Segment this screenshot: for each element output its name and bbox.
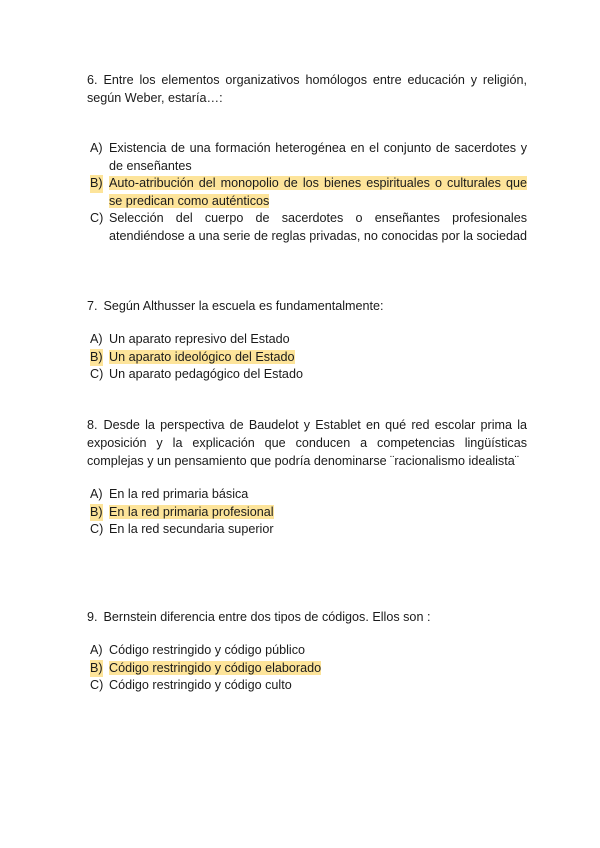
option-text: En la red secundaria superior [109, 522, 274, 536]
options-list [87, 331, 527, 384]
question-9 [87, 608, 527, 695]
options-list [87, 140, 527, 245]
option-letter: A) [90, 487, 103, 501]
option-letter: A) [90, 643, 103, 657]
option-b[interactable] [87, 349, 527, 367]
question-8 [87, 416, 527, 539]
option-letter: A) [90, 332, 103, 346]
option-b[interactable] [87, 175, 527, 210]
option-c[interactable] [87, 521, 527, 539]
option-text: Código restringido y código culto [109, 678, 292, 692]
option-a[interactable] [87, 642, 527, 660]
option-letter: B) [90, 349, 103, 367]
option-text-highlighted: Auto-atribución del monopolio de los bienes espirituales o culturales que se predican como auténticos [109, 176, 527, 208]
question-number: 9. [87, 610, 98, 624]
option-letter: B) [90, 504, 103, 522]
option-c[interactable] [87, 677, 527, 695]
option-letter: B) [90, 175, 103, 193]
options-list [87, 642, 527, 695]
option-text: Código restringido y código público [109, 643, 306, 657]
option-text: Un aparato represivo del Estado [109, 332, 290, 346]
option-a[interactable] [87, 486, 527, 504]
option-text: En la red primaria básica [109, 487, 249, 501]
question-7 [87, 297, 527, 384]
option-c[interactable] [87, 366, 527, 384]
question-number: 8. [87, 418, 98, 432]
question-text: Entre los elementos organizativos homólogos entre educación y religión, según Weber, estaría…: [87, 73, 527, 105]
option-letter: C) [90, 367, 104, 381]
question-text: Desde la perspectiva de Baudelot y Establet en qué red escolar prima la exposición y la explicación que conducen a competencias lingüísticas complejas y un pensamiento que podría denominarse ¨racionalismo idealista¨ [87, 418, 527, 468]
option-letter: C) [90, 678, 104, 692]
question-stem [87, 416, 527, 470]
options-list [87, 486, 527, 539]
option-letter: C) [90, 211, 104, 225]
option-text-highlighted: En la red primaria profesional [109, 504, 274, 519]
question-text: Bernstein diferencia entre dos tipos de códigos. Ellos son : [103, 610, 431, 624]
question-number: 6. [87, 73, 98, 87]
option-text: Un aparato pedagógico del Estado [109, 367, 303, 381]
option-a[interactable] [87, 140, 527, 175]
question-6 [87, 71, 527, 245]
question-stem [87, 71, 527, 107]
option-text: Existencia de una formación heterogénea en el conjunto de sacerdotes y de enseñantes [109, 141, 527, 173]
option-b[interactable] [87, 660, 527, 678]
question-stem [87, 608, 527, 626]
option-b[interactable] [87, 504, 527, 522]
question-stem [87, 297, 527, 315]
option-text-highlighted: Código restringido y código elaborado [109, 660, 322, 675]
option-letter: B) [90, 660, 103, 678]
option-letter: C) [90, 522, 104, 536]
question-number: 7. [87, 299, 98, 313]
question-text: Según Althusser la escuela es fundamentalmente: [103, 299, 384, 313]
option-c[interactable] [87, 210, 527, 245]
option-a[interactable] [87, 331, 527, 349]
option-text-highlighted: Un aparato ideológico del Estado [109, 349, 295, 364]
option-letter: A) [90, 141, 103, 155]
option-text: Selección del cuerpo de sacerdotes o enseñantes profesionales atendiéndose a una serie de reglas privadas, no conocidas por la sociedad [109, 211, 527, 243]
